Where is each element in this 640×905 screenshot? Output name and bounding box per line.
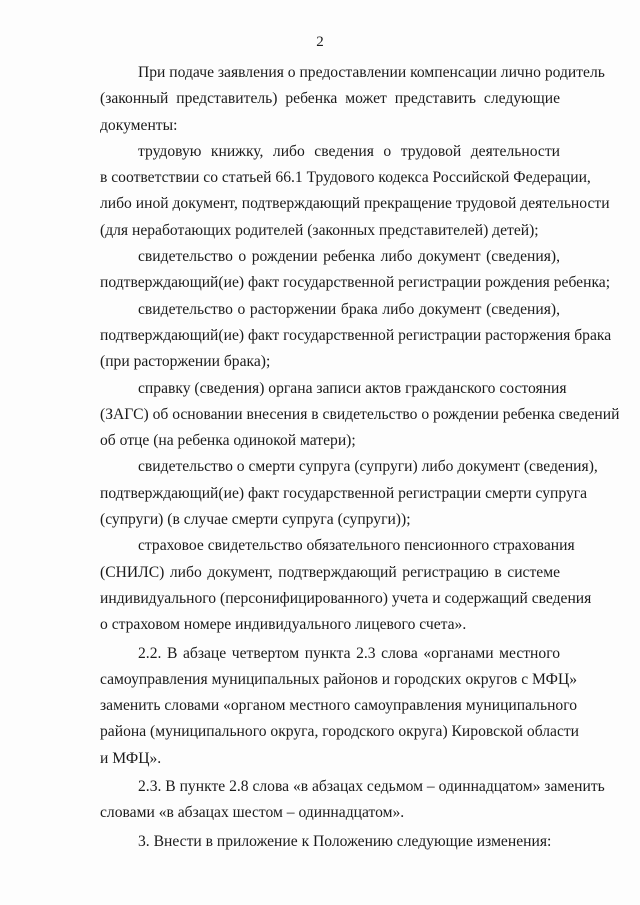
paragraph-item-3 — [100, 829, 560, 855]
text-line: 3. Внести в приложение к Положению следующие изменения: — [138, 832, 552, 850]
page-number: 2 — [316, 34, 324, 50]
text-line: свидетельство о смерти супруга (супруги) либо документ (сведения), — [138, 458, 598, 476]
text-line: заменить словами «органом местного самоуправления муниципального — [100, 697, 578, 715]
text-line: справку (сведения) органа записи актов гражданского состояния — [138, 379, 567, 397]
text-line: (для неработающих родителей (законных представителей) детей); — [100, 221, 539, 239]
text-line: подтверждающий(ие) факт государственной регистрации расторжения брака — [100, 326, 612, 344]
text-line: 2.3. В пункте 2.8 слова «в абзацах седьмом – одиннадцатом» заменить — [138, 778, 605, 796]
paragraph-zags-certificate — [100, 376, 620, 455]
text-line: (при расторжении брака); — [100, 353, 271, 371]
text-line: свидетельство о расторжении брака либо документ (сведения), — [138, 300, 560, 318]
text-line: в соответствии со статьей 66.1 Трудового кодекса Российской Федерации, — [100, 169, 591, 187]
text-line: трудовую книжку, либо сведения о трудовой деятельности — [138, 142, 560, 160]
paragraph-item-2-3 — [100, 774, 605, 827]
document-body — [100, 60, 620, 855]
text-line: (законный представитель) ребенка может представить следующие — [100, 90, 560, 108]
text-line: района (муниципального округа, городского округа) Кировской области — [100, 723, 580, 741]
text-line: индивидуального (персонифицированного) учета и содержащий сведения — [100, 589, 592, 607]
paragraph-intro — [100, 60, 605, 139]
text-line: (ЗАГС) об основании внесения в свидетельство о рождении ребенка сведений — [100, 405, 620, 423]
text-line: словами «в абзацах шестом – одиннадцатом». — [100, 804, 405, 822]
text-line: 2.2. В абзаце четвертом пункта 2.3 слова «органами местного — [138, 644, 560, 662]
text-line: подтверждающий(ие) факт государственной регистрации рождения ребенка; — [100, 274, 611, 292]
text-line: либо иной документ, подтверждающий прекращение трудовой деятельности — [100, 195, 610, 213]
text-line: При подаче заявления о предоставлении компенсации лично родитель — [138, 64, 605, 81]
text-line: подтверждающий(ие) факт государственной регистрации смерти супруга — [100, 484, 588, 502]
paragraph-item-2-2 — [100, 641, 580, 772]
paragraph-snils — [100, 533, 592, 638]
text-line: страховое свидетельство обязательного пенсионного страхования — [138, 537, 575, 555]
paragraph-divorce-certificate — [100, 297, 612, 376]
paragraph-work-record — [100, 139, 610, 244]
text-line: об отце (на ребенка одинокой матери); — [100, 432, 356, 450]
paragraph-death-certificate — [100, 454, 598, 533]
text-line: свидетельство о рождении ребенка либо документ (сведения), — [138, 248, 560, 266]
text-line: о страховом номере индивидуального лицевого счета». — [100, 616, 467, 634]
text-line: документы: — [100, 116, 178, 134]
text-line: (супруги) (в случае смерти супруга (супруги)); — [100, 511, 411, 529]
text-line: самоуправления муниципальных районов и городских округов с МФЦ» — [100, 670, 578, 688]
text-line: и МФЦ». — [100, 749, 162, 767]
text-line: (СНИЛС) либо документ, подтверждающий регистрацию в системе — [100, 563, 560, 581]
paragraph-birth-certificate — [100, 244, 611, 297]
